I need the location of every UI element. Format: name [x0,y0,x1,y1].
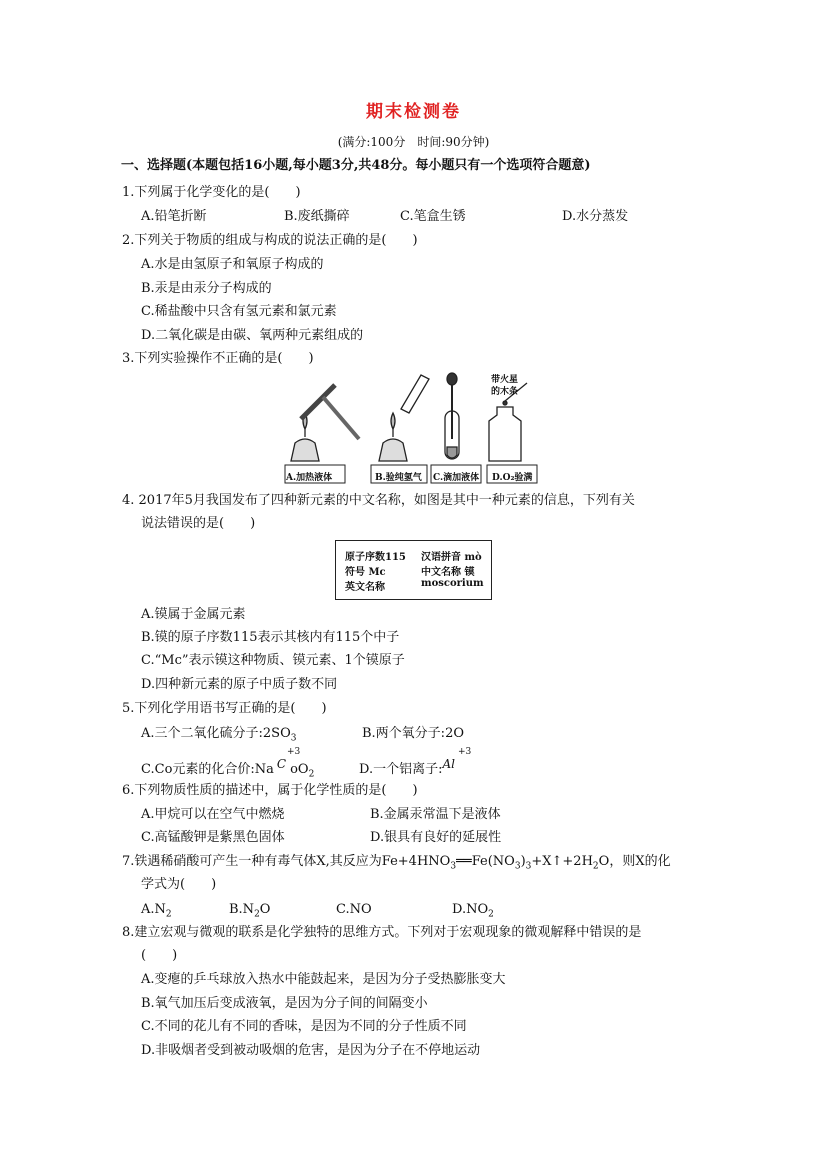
question-6-stem: 6.下列物质性质的描述中，属于化学性质的是( ) [122,783,418,798]
question-2-stem: 2.下列关于物质的组成与构成的说法正确的是( ) [122,233,418,248]
english-name-label: 英文名称 [345,582,385,593]
question-7-stem-cont: 学式为( ) [141,877,217,892]
subscript: 2 [165,909,172,920]
question-4-stem: 4. 2017年5月我国发布了四种新元素的中文名称，如图是其中一种元素的信息，下列有关 [122,493,635,508]
subscript: 3 [525,861,532,872]
q8-option-c: C.不同的花儿有不同的香味，是因为不同的分子性质不同 [141,1019,467,1034]
chinese-name-label: 中文名称 镆 [421,567,475,578]
q8-option-d: D.非吸烟者受到被动吸烟的危害，是因为分子在不停地运动 [141,1043,481,1058]
q1-option-c: C.笔盒生锈 [400,209,466,224]
q6-option-d: D.银具有良好的延展性 [370,830,502,845]
q2-option-c: C.稀盐酸中只含有氢元素和氯元素 [141,304,337,319]
element-info-card [335,540,492,600]
question-5-stem: 5.下列化学用语书写正确的是( ) [122,701,327,716]
subscript: 2 [308,769,315,780]
q2-option-d: D.二氧化碳是由碳、氧两种元素组成的 [141,328,364,343]
q7-option-b-text: B.N [229,902,255,917]
question-4-stem-cont: 说法错误的是( ) [141,516,256,531]
symbol-label: 符号 Mc [345,567,386,578]
section-heading: 一、选择题(本题包括16小题,每小题3分,共48分。每小题只有一个选项符合题意) [121,158,591,173]
valence-mark-co: +3 [287,747,301,757]
exam-info: (满分:100分 时间:90分钟) [337,135,490,149]
q4-option-c: C.“Mc”表示镆这种物质、镆元素、1个镆原子 [141,653,405,668]
atomic-number-label: 原子序数115 [345,552,406,563]
q4-option-d: D.四种新元素的原子中质子数不同 [141,677,338,692]
subscript: 3 [290,733,297,744]
q7-stem-text: O，则X的化 [598,854,671,869]
pinyin-label: 汉语拼音 mò [421,552,482,563]
figure-label-splint-2: 的木条 [491,387,519,397]
figure-label-splint-1: 带火星 [491,375,519,385]
q7-stem-text: ) [520,854,526,869]
q2-option-a: A.水是由氢原子和氧原子构成的 [141,257,324,272]
q5-option-b: B.两个氧分子:2O [362,726,464,741]
question-8-stem: 8.建立宏观与微观的联系是化学独特的思维方式。下列对于宏观现象的微观解释中错误的是 [122,925,642,940]
question-8-stem-cont: ( ) [141,948,178,963]
q7-option-d-text: D.NO [452,902,489,917]
q5-option-a-text: A.三个二氧化硫分子:2SO [141,726,291,741]
q5-option-c [141,757,315,780]
q8-option-b: B.氧气加压后变成液氧，是因为分子间的间隔变小 [141,996,428,1011]
figure-caption-c: C.滴加液体 [433,473,480,483]
english-name-value: moscorium [421,578,484,589]
subscript: 3 [450,861,457,872]
q5-option-c-tail: oO [290,762,309,777]
aluminum-symbol: Al [442,757,455,771]
q7-stem-text: +X↑+2H [531,854,593,869]
subscript: 2 [592,861,599,872]
q5-option-c-text: C.Co元素的化合价:Na [141,762,274,777]
q7-option-a-text: A.N [141,902,166,917]
question-1-stem: 1.下列属于化学变化的是( ) [122,185,301,200]
q5-option-a [141,726,296,742]
q8-option-a: A.变瘪的乒乓球放入热水中能鼓起来，是因为分子受热膨胀变大 [141,972,506,987]
cobalt-symbol: C [276,757,287,771]
q7-option-a [141,902,172,918]
subscript: 2 [254,909,260,920]
q1-option-b: B.废纸撕碎 [284,209,350,224]
q4-option-b: B.镆的原子序数115表示其核内有115个中子 [141,630,400,645]
q6-option-a: A.甲烷可以在空气中燃烧 [141,807,285,822]
q6-option-c: C.高锰酸钾是紫黑色固体 [141,830,285,845]
subscript: 2 [488,909,494,920]
figure-caption-b: B.验纯氢气 [375,473,422,483]
subscript: 3 [514,861,521,872]
q4-option-a: A.镆属于金属元素 [141,607,246,622]
q7-option-c: C.NO [336,902,372,917]
q1-option-d: D.水分蒸发 [562,209,629,224]
question-3-stem: 3.下列实验操作不正确的是( ) [122,351,314,366]
figure-caption-a: A.加热液体 [286,473,333,483]
q7-stem-text: ══Fe(NO [456,854,515,869]
lab-operations-figure [283,369,545,485]
valence-mark-al: +3 [458,747,472,757]
q7-option-b-tail: O [259,902,271,917]
q5-option-d-text: D.一个铝离子: [359,762,443,777]
q2-option-b: B.汞是由汞分子构成的 [141,281,272,296]
figure-caption-d: D.O₂验满 [492,473,533,483]
q6-option-b: B.金属汞常温下是液体 [370,807,501,822]
q7-option-d [452,902,494,918]
q5-option-d [359,757,455,778]
q1-option-a: A.铅笔折断 [141,209,207,224]
q7-option-b [229,902,270,918]
question-7-stem [122,854,671,870]
page-title: 期末检测卷 [366,102,461,122]
q7-stem-text: 7.铁遇稀硝酸可产生一种有毒气体X,其反应为Fe+4HNO [122,854,451,869]
